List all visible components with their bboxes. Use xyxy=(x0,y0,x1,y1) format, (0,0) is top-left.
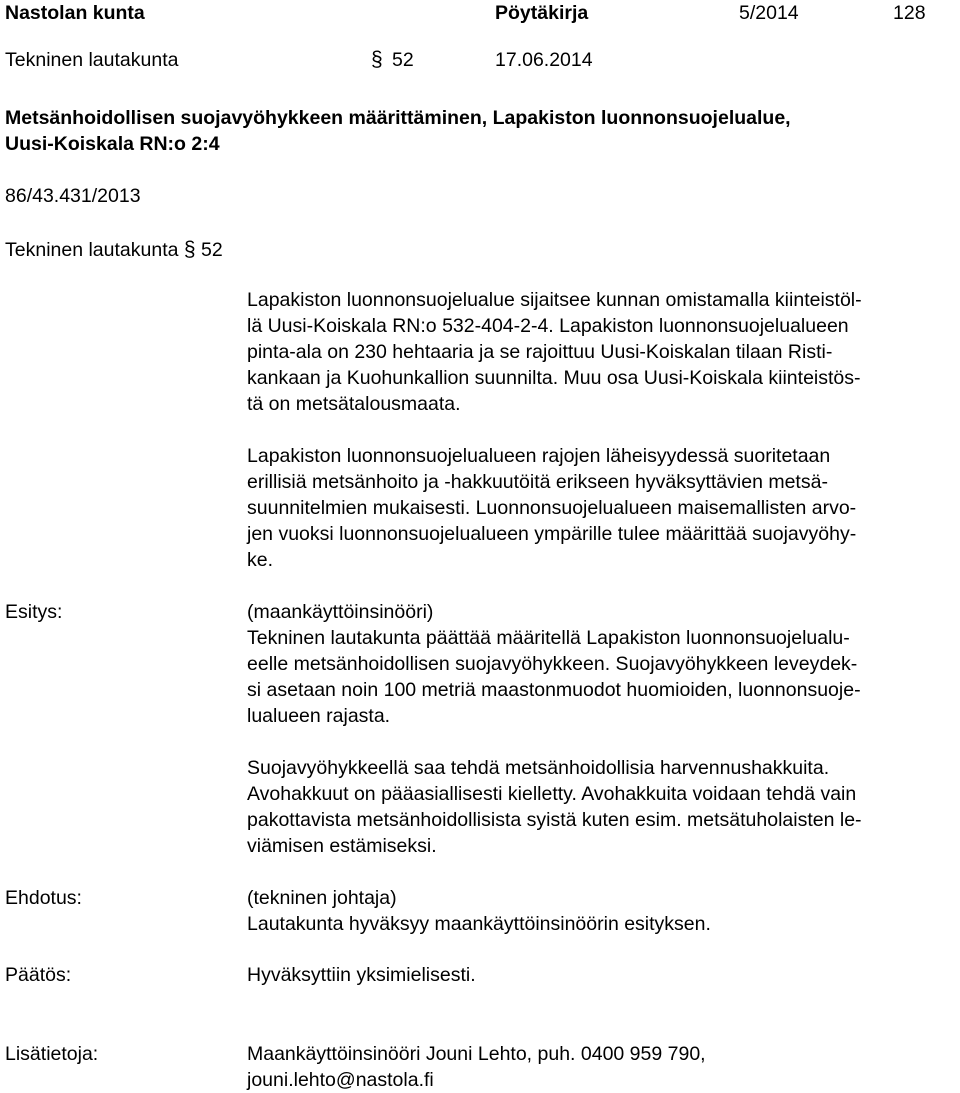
esitys-paragraph xyxy=(247,599,953,729)
section-number: 52 xyxy=(392,49,414,71)
paragraph-line: Avohakkuut on pääasiallisesti kielletty. Avohakkuita voidaan tehdä vain xyxy=(247,783,857,805)
paragraph-line: eelle metsänhoidollisen suojavyöhykkeen. Suojavyöhykkeen leveydek- xyxy=(247,653,858,675)
esitys-paragraph-2 xyxy=(247,755,953,859)
page-number: 128 xyxy=(893,2,926,24)
paragraph-line: jen vuoksi luonnonsuojelualueen ympärille tulee määrittää suojavyöhy- xyxy=(247,523,857,545)
paragraph-line: viämisen estämiseksi. xyxy=(247,835,437,857)
lisatietoja-label: Lisätietoja: xyxy=(5,1043,99,1065)
paragraph-line: erillisiä metsänhoito ja -hakkuutöitä erikseen hyväksyttävien metsä- xyxy=(247,471,828,493)
paragraph-line: (tekninen johtaja) xyxy=(247,887,397,909)
paragraph-line: Lapakiston luonnonsuojelualue sijaitsee kunnan omistamalla kiinteistöl- xyxy=(247,289,862,311)
paragraph-line: Tekninen lautakunta päättää määritellä Lapakiston luonnonsuojelualu- xyxy=(247,627,850,649)
page-title-line-2: Uusi-Koiskala RN:o 2:4 xyxy=(5,133,220,155)
paragraph-line: Lautakunta hyväksyy maankäyttöinsinöörin esityksen. xyxy=(247,913,711,935)
intro-paragraph-1 xyxy=(247,287,953,417)
paragraph-line: pinta-ala on 230 hehtaaria ja se rajoittuu Uusi-Koiskalan tilaan Risti- xyxy=(247,341,833,363)
paragraph-line: kankaan ja Kuohunkallion suunnilta. Muu osa Uusi-Koiskala kiinteistös- xyxy=(247,367,861,389)
contact-email: jouni.lehto@nastola.fi xyxy=(247,1069,434,1091)
paragraph-line: pakottavista metsänhoidollisista syistä kuten esim. metsätuholaisten le- xyxy=(247,809,862,831)
intro-paragraph-2 xyxy=(247,443,953,573)
contact-line: Maankäyttöinsinööri Jouni Lehto, puh. 0400 959 790, xyxy=(247,1043,706,1065)
ehdotus-label: Ehdotus: xyxy=(5,887,82,909)
document-type: Pöytäkirja xyxy=(495,2,589,24)
board-reference-number: 52 xyxy=(201,239,223,261)
paatos-text xyxy=(247,962,953,988)
document-number: 5/2014 xyxy=(739,2,799,24)
paragraph-line: Hyväksyttiin yksimielisesti. xyxy=(247,964,476,986)
board-reference-text: Tekninen lautakunta xyxy=(5,239,179,261)
meeting-date: 17.06.2014 xyxy=(495,49,593,71)
section-symbol-icon: § xyxy=(371,48,383,71)
paatos-label: Päätös: xyxy=(5,964,72,986)
paragraph-line: ke. xyxy=(247,549,274,571)
paragraph-line: tä on metsätalousmaata. xyxy=(247,393,461,415)
esitys-label: Esitys: xyxy=(5,601,63,623)
paragraph-line: Lapakiston luonnonsuojelualueen rajojen läheisyydessä suoritetaan xyxy=(247,445,831,467)
board-name: Tekninen lautakunta xyxy=(5,49,179,71)
paragraph-line: (maankäyttöinsinööri) xyxy=(247,601,434,623)
paragraph-line: lualueen rajasta. xyxy=(247,705,391,727)
paragraph-line: lä Uusi-Koiskala RN:o 532-404-2-4. Lapakiston luonnonsuojelualueen xyxy=(247,315,849,337)
case-number: 86/43.431/2013 xyxy=(5,185,141,207)
page-title-line-1: Metsänhoidollisen suojavyöhykkeen määrittäminen, Lapakiston luonnonsuojelualue, xyxy=(5,107,791,129)
paragraph-line: Suojavyöhykkeellä saa tehdä metsänhoidollisia harvennushakkuita. xyxy=(247,757,830,779)
paragraph-line: si asetaan noin 100 metriä maastonmuodot huomioiden, luonnonsuoje- xyxy=(247,679,861,701)
municipality-name: Nastolan kunta xyxy=(5,2,145,24)
board-reference xyxy=(5,237,223,263)
section-symbol-icon: § xyxy=(183,238,196,261)
ehdotus-paragraph xyxy=(247,885,953,937)
lisatietoja-contact xyxy=(247,1041,953,1093)
paragraph-line: suunnitelmien mukaisesti. Luonnonsuojelualueen maisemallisten arvo- xyxy=(247,497,857,519)
